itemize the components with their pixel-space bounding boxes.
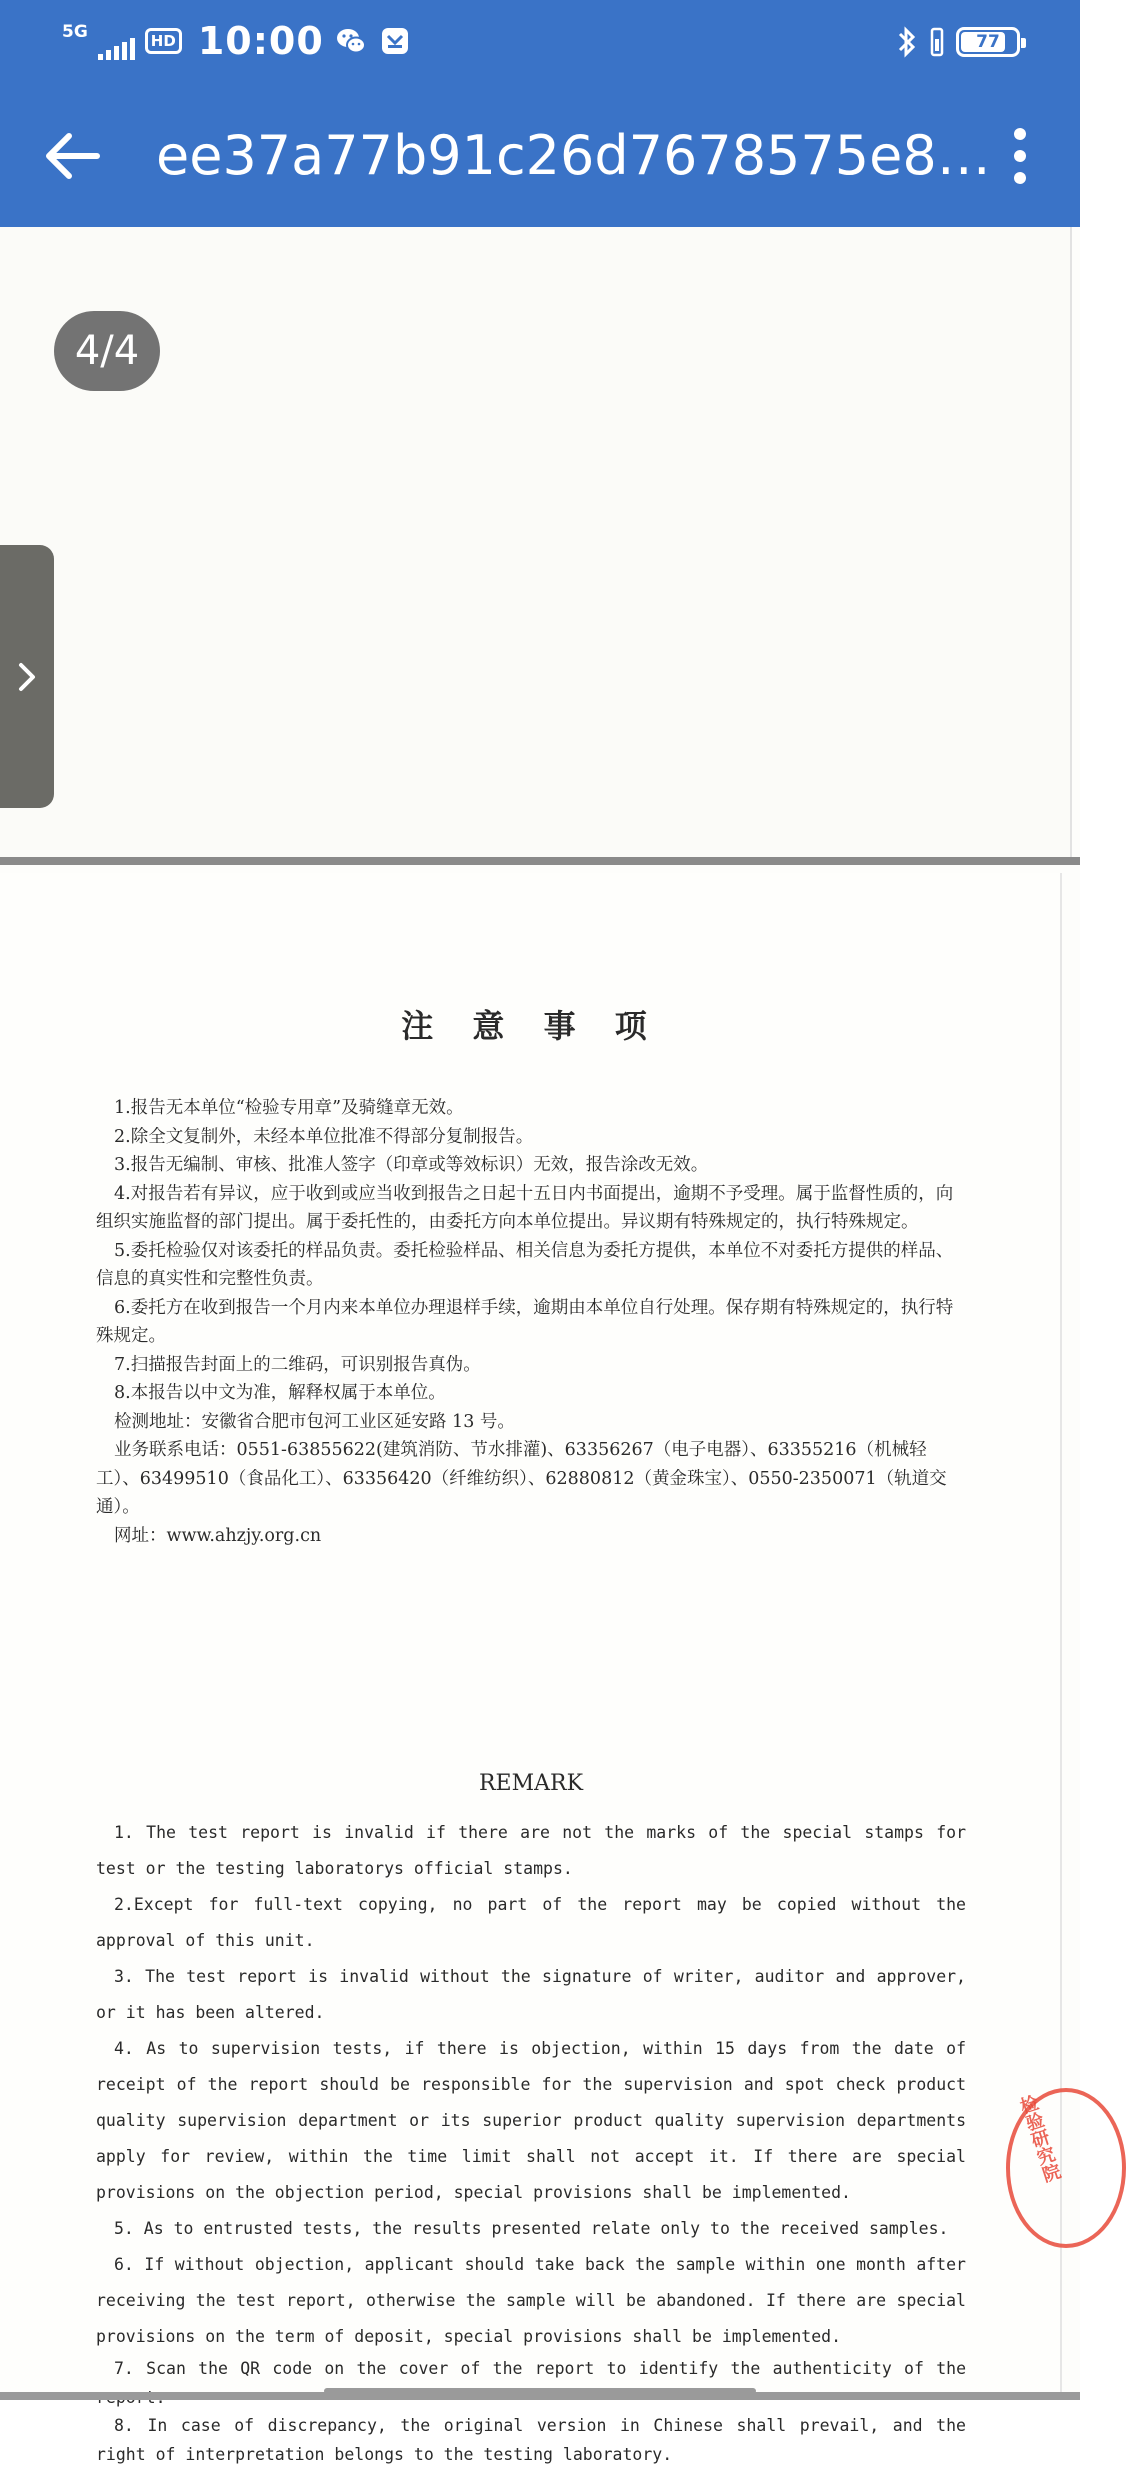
- clock: 10:00: [197, 19, 324, 63]
- status-right-group: [896, 22, 1020, 62]
- app-notification-icon: [378, 24, 412, 58]
- stamp-text: 检验研究院: [1015, 2092, 1063, 2185]
- notice-item: 3.报告无编制、审核、批准人签字（印章或等效标识）无效，报告涂改无效。: [114, 1155, 709, 1175]
- remark-title: REMARK: [478, 1771, 584, 1796]
- notice-title: 注 意 事 项: [401, 1007, 661, 1045]
- remark-list-english: [96, 1815, 966, 2469]
- remark-item: 6. If without objection, applicant should take back the sample within one month after receiving the test report, otherwise the sample will be abandoned. If there are special provisions on the term of deposit, special provisions shall be implemented.: [96, 2255, 966, 2346]
- network-type: 5G: [62, 21, 88, 42]
- status-left-group: [62, 18, 412, 64]
- notice-item: 2.除全文复制外，未经本单位批准不得部分复制报告。: [114, 1126, 534, 1147]
- more-options-button[interactable]: [990, 120, 1050, 192]
- document-title: ee37a77b91c26d7678575e8…: [156, 124, 991, 187]
- more-vert-icon: [1014, 128, 1026, 140]
- notice-item: 6.委托方在收到报告一个月内来本单位办理退样手续，逾期由本单位自行处理。保存期有特殊规定的，执行特殊规定。: [96, 1297, 954, 1346]
- remark-item: 1. The test report is invalid if there are not the marks of the special stamps for test or the testing laboratorys official stamps.: [96, 1823, 966, 1878]
- remark-item: 8. In case of discrepancy, the original version in Chinese shall prevail, and the right of interpretation belongs to the testing laboratory.: [96, 2416, 966, 2464]
- home-indicator[interactable]: [324, 2388, 756, 2394]
- bluetooth-icon: [896, 25, 918, 59]
- phone-line: 业务联系电话：0551-63855622(建筑消防、节水排灌)、63356267（电子电器）、63355216（机械轻工）、63499510（食品化工）、63356420（纤维纺织）、62880812（黄金珠宝）、0550-2350071（轨道交通）。: [96, 1440, 947, 1517]
- page-divider: [0, 857, 1080, 865]
- notice-item: 7.扫描报告封面上的二维码，可识别报告真伪。: [114, 1354, 481, 1375]
- website-line: 网址：www.ahzjy.org.cn: [114, 1525, 322, 1546]
- wechat-icon: [334, 24, 368, 58]
- vibrate-icon: [930, 27, 944, 57]
- arrow-left-icon: [43, 131, 101, 181]
- remark-item: 4. As to supervision tests, if there is objection, within 15 days from the date of receipt of the report should be responsible for the supervision and spot check product quality supervision department or its superior product quality supervision departments apply for review, within the time limit shall not accept it. If there are special provisions on the objection period, special provisions shall be implemented.: [96, 2039, 966, 2202]
- address-line: 检测地址：安徽省合肥市包河工业区延安路 13 号。: [114, 1411, 515, 1432]
- status-bar: [0, 0, 1080, 80]
- battery-icon: [956, 27, 1020, 57]
- chevron-right-icon: [15, 657, 39, 697]
- previous-page-bottom: [0, 227, 1072, 857]
- hd-badge: HD: [145, 28, 182, 54]
- notice-item: 1.报告无本单位“检验专用章”及骑缝章无效。: [114, 1098, 464, 1118]
- remark-item: 7. Scan the QR code on the cover of the report to identify the authenticity of the: [114, 2359, 966, 2378]
- remark-item: 3. The test report is invalid without the signature of writer, auditor and approver, or it has been altered.: [96, 1967, 966, 2022]
- signal-icon: [98, 38, 135, 60]
- page-indicator: 4/4: [54, 311, 160, 391]
- remark-item: 5. As to entrusted tests, the results presented relate only to the received samples.: [114, 2219, 949, 2238]
- side-panel-toggle[interactable]: [0, 545, 54, 808]
- notice-item: 4.对报告若有异议，应于收到或应当收到报告之日起十五日内书面提出，逾期不予受理。属于监督性质的，向组织实施监督的部门提出。属于委托性的，由委托方向本单位提出。异议期有特殊规定的，执行特殊规定。: [96, 1183, 954, 1232]
- battery-level: 77: [976, 32, 1000, 52]
- pdf-viewer[interactable]: [0, 227, 1080, 2464]
- notice-item: 8.本报告以中文为准，解释权属于本单位。: [114, 1383, 446, 1403]
- remark-item: 2.Except for full-text copying, no part of the report may be copied without the approval of this unit.: [96, 1895, 966, 1950]
- back-button[interactable]: [36, 120, 108, 192]
- top-bar: [0, 0, 1080, 227]
- notice-item: 5.委托检验仅对该委托的样品负责。委托检验样品、相关信息为委托方提供，本单位不对委托方提供的样品、信息的真实性和完整性负责。: [96, 1240, 954, 1289]
- document-page: [0, 873, 1063, 2464]
- notice-list-chinese: [96, 1094, 966, 1550]
- app-bar: [0, 80, 1080, 227]
